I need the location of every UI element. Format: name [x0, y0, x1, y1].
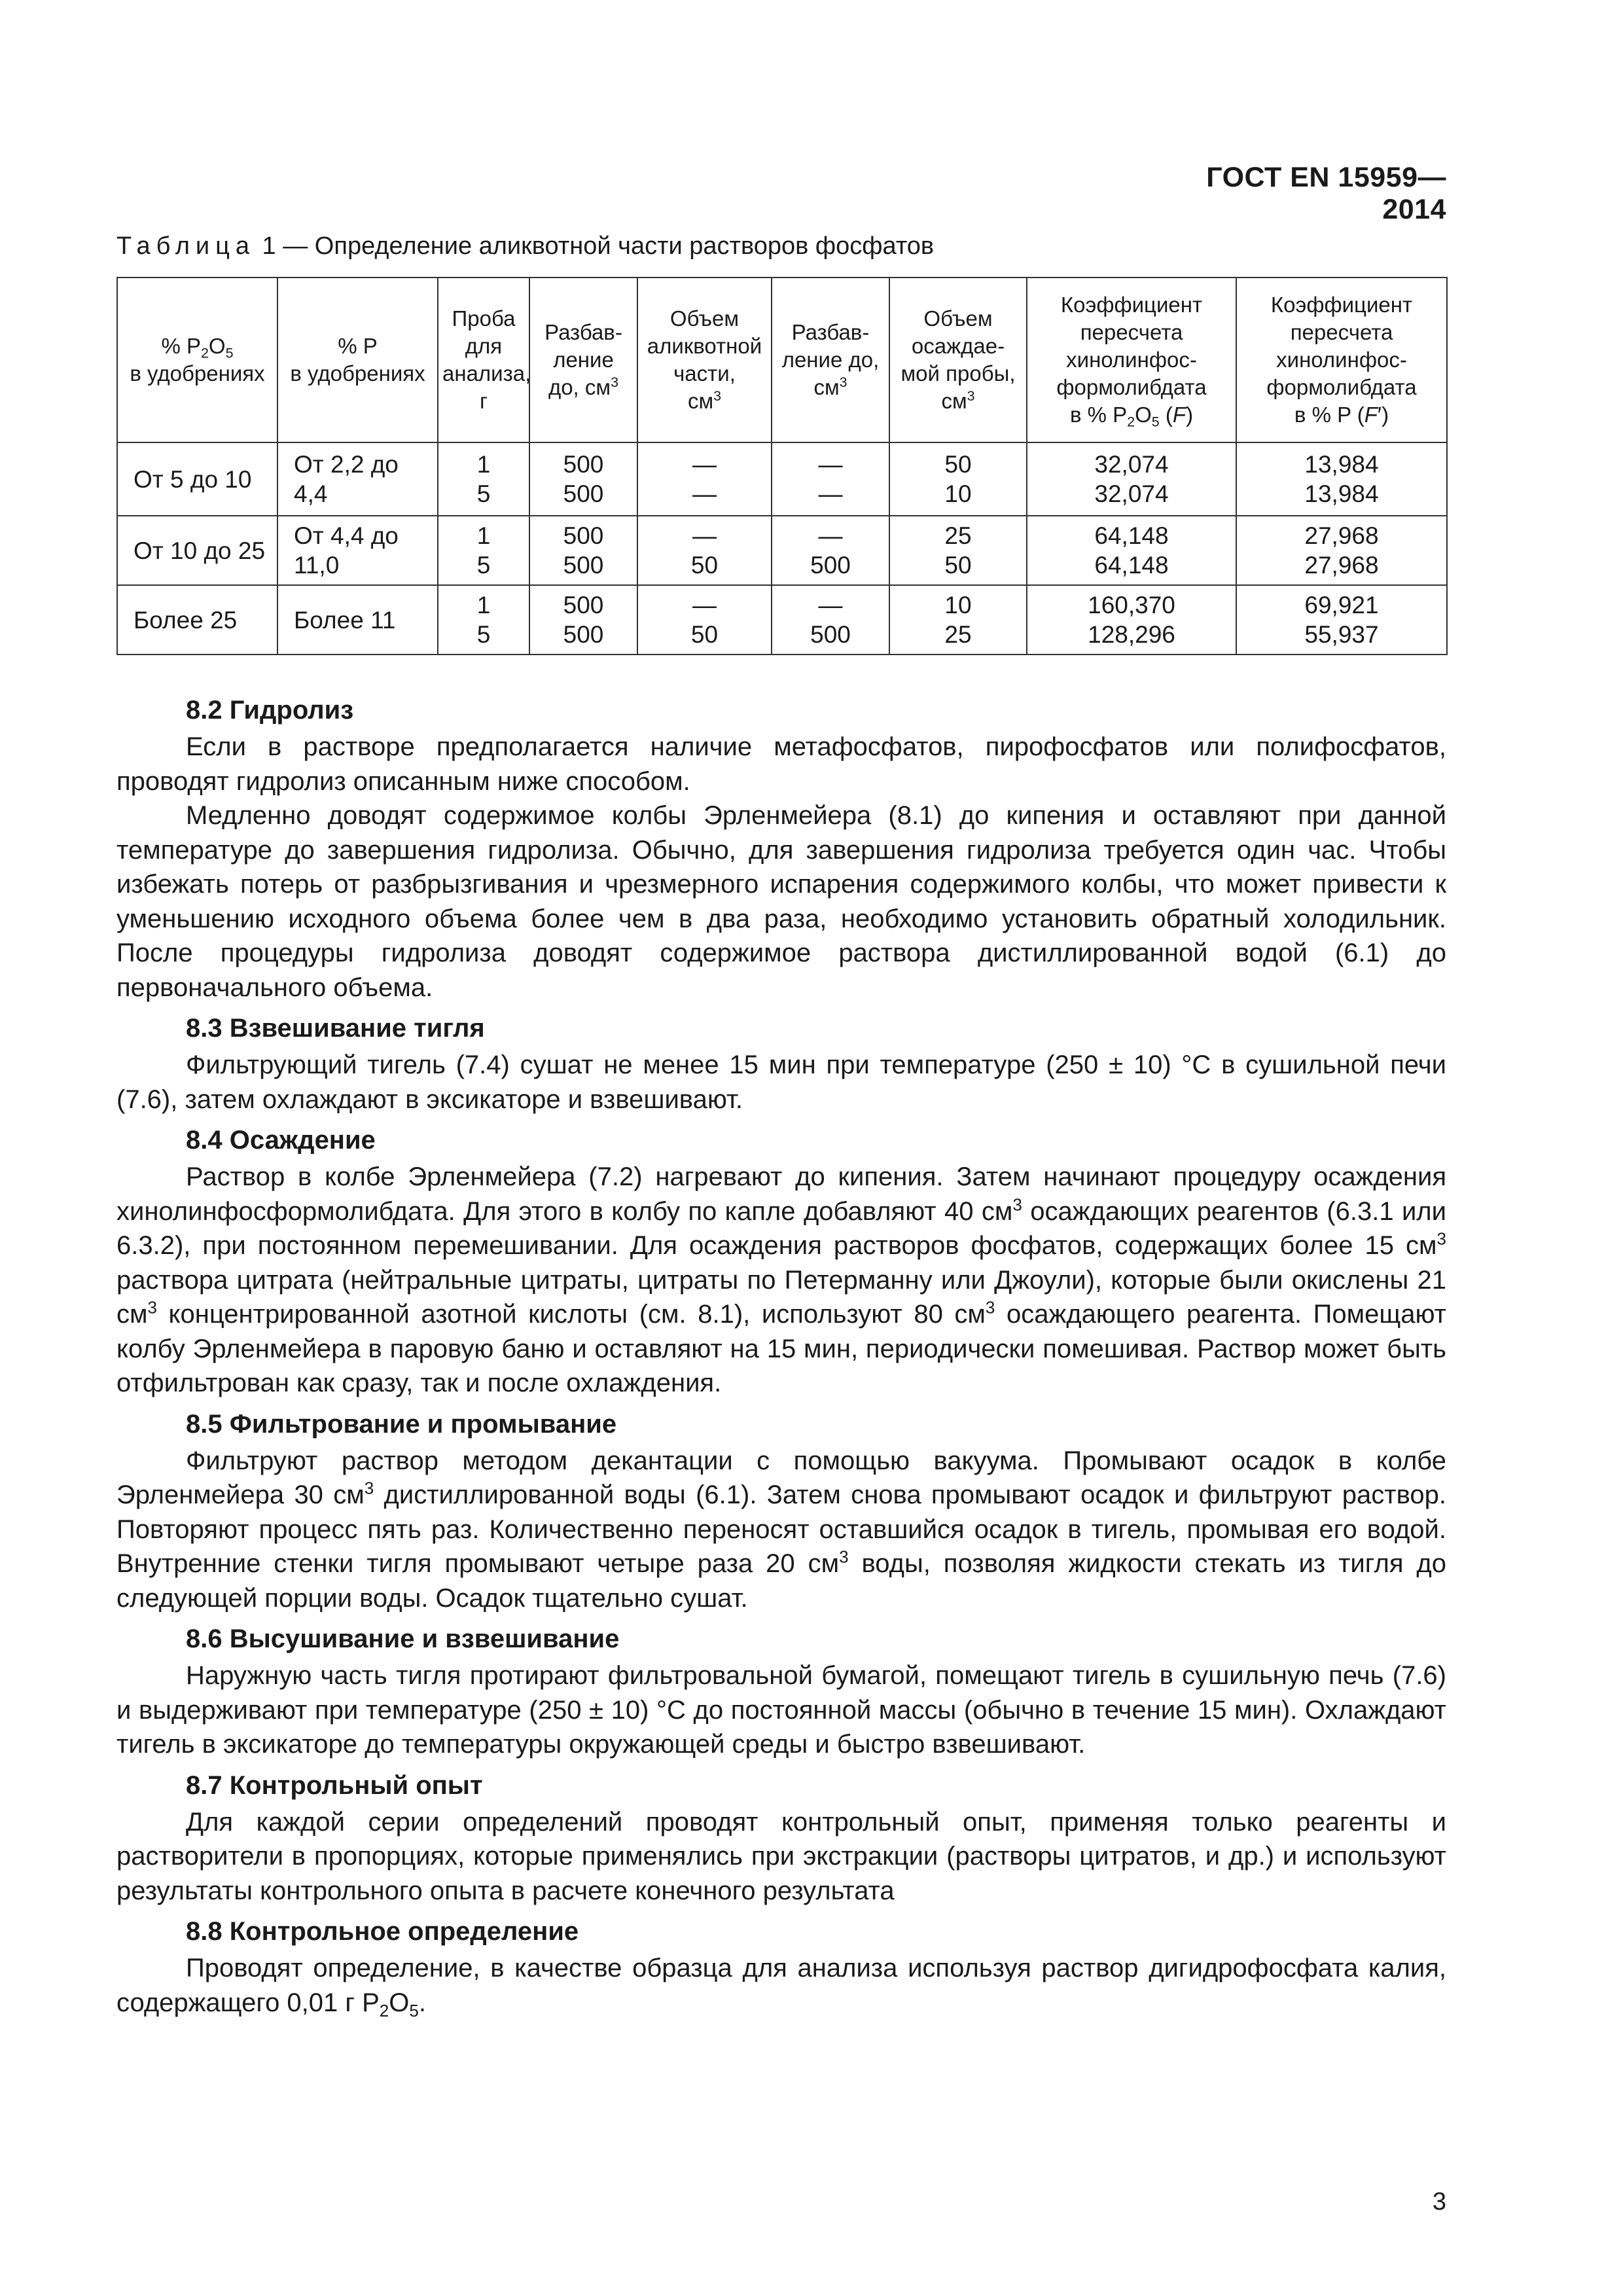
section-paragraph: Наружную часть тигля протирают фильтровальной бумагой, помещают тигель в сушильную печь (7.6) и выдерживают при температуре (250 ± 10) °С до постоянной массы (обычно в течение 15 мин). Охлаждают тигель в эксикаторе до температуры окружающей среды и быстро взвешивают. [116, 1661, 1446, 1759]
table-cell-p2o5: От 5 до 10 [117, 442, 277, 516]
table-cell-factor-f: 32,074 32,074 [1027, 442, 1236, 516]
table-header-col-aliquot: Объем аликвотной части, $см^3$ [637, 278, 772, 442]
aliquot-table [116, 277, 1448, 655]
section-paragraph: Для каждой серии определений проводят контрольный опыт, применяя только реагенты и растворители в пропорциях, которые применялись при экстракции (растворы цитратов, и др.) и используют результаты контрольного опыта в расчете конечного результата [116, 1807, 1446, 1905]
table-cell-factor-f2: 69,921 55,937 [1236, 585, 1447, 655]
table-cell-sample: 1 5 [438, 516, 529, 585]
table-header-col-dilution: Разбав- ление до, $см^3$ [529, 278, 637, 442]
table-cell-p: От 4,4 до 11,0 [277, 516, 438, 585]
table-row [117, 585, 1447, 655]
section [116, 1912, 1446, 2020]
table-cell-sample: 1 5 [438, 585, 529, 655]
section-paragraph: Если в растворе предполагается наличие метафосфатов, пирофосфатов или полифосфатов, проводят гидролиз описанным ниже способом. [116, 732, 1446, 796]
section-heading: 8.3 Взвешивание тигля [186, 1014, 485, 1043]
table-header-col-p: % P в удобрениях [277, 278, 438, 442]
section [116, 691, 1446, 1005]
section-paragraph: Проводят определение, в качестве образца для анализа используя раствор дигидрофосфата калия, содержащего 0,01 г $P_2O_5$. [116, 1954, 1446, 2020]
table-header-col-factor-f2: Коэффициент пересчета хинолинфос- формолибдата в % P (F′) [1236, 278, 1447, 442]
table-body [117, 442, 1447, 655]
table-cell-dilution: 500 500 [529, 585, 637, 655]
table-cell-aliquot: — 50 [637, 516, 772, 585]
table-cell-dilution2: — 500 [772, 585, 889, 655]
table-header-row [117, 278, 1447, 442]
table-cell-precip-volume: 10 25 [889, 585, 1027, 655]
section [116, 1121, 1446, 1401]
table-cell-sample: 1 5 [438, 442, 529, 516]
table-cell-dilution2: — — [772, 442, 889, 516]
section [116, 1766, 1446, 1909]
section [116, 1619, 1446, 1762]
section [116, 1405, 1446, 1616]
table-cell-p: От 2,2 до 4,4 [277, 442, 438, 516]
table-cell-factor-f2: 27,968 27,968 [1236, 516, 1447, 585]
table-row [117, 442, 1447, 516]
table-header-col-dilution2: Разбав- ление до, $см^3$ [772, 278, 889, 442]
section-heading: 8.2 Гидролиз [186, 696, 354, 725]
section-heading: 8.7 Контрольный опыт [186, 1770, 483, 1800]
section-heading: 8.4 Осаждение [186, 1126, 376, 1155]
table-cell-aliquot: — 50 [637, 585, 772, 655]
table-cell-dilution: 500 500 [529, 442, 637, 516]
table-cell-p2o5: Более 25 [117, 585, 277, 655]
table-cell-precip-volume: 25 50 [889, 516, 1027, 585]
section-heading: 8.5 Фильтрование и промывание [186, 1409, 617, 1439]
section-heading: 8.6 Высушивание и взвешивание [186, 1624, 620, 1653]
table-header-col-factor-f: Коэффициент пересчета хинолинфос- формолибдата в % $P_2O_5$ (F) [1027, 278, 1236, 442]
table-caption-title: 1 — Определение аликвотной части растворов фосфатов [255, 232, 935, 260]
table-row [117, 516, 1447, 585]
section-heading: 8.8 Контрольное определение [186, 1917, 579, 1946]
table-cell-factor-f2: 13,984 13,984 [1236, 442, 1447, 516]
table-cell-factor-f: 160,370 128,296 [1027, 585, 1236, 655]
table-caption-label: Таблица [116, 232, 255, 260]
table-cell-dilution: 500 500 [529, 516, 637, 585]
section-paragraph: Медленно доводят содержимое колбы Эрленмейера (8.1) до кипения и оставляют при данной температуре до завершения гидролиза. Обычно, для завершения гидролиза требуется один час. Чтобы избежать потерь от разбрызгивания и чрезмерного испарения содержимого колбы, что может привести к уменьшению исходного объема более чем в два раза, необходимо установить обратный холодильник. После процедуры гидролиза доводят содержимое раствора дистиллированной водой (6.1) до первоначального объема. [116, 801, 1446, 1002]
body-text [116, 691, 1446, 2024]
table-caption [116, 232, 934, 260]
section-paragraph: Фильтруют раствор методом декантации с помощью вакуума. Промывают осадок в колбе Эрленмейера 30 $см^3$ дистиллированной воды (6.1). Затем снова промывают осадок и фильтруют раствор. Повторяют процесс пять раз. Количественно переносят оставшийся осадок в тигель, промывая его водой. Внутренние стенки тигля промывают четыре раза 20 $см^3$ воды, позволяя жидкости стекать из тигля до следующей порции воды. Осадок тщательно сушат. [116, 1446, 1447, 1613]
table-cell-factor-f: 64,148 64,148 [1027, 516, 1236, 585]
table-header-col-precip-volume: Объем осаждае- мой пробы, $см^3$ [889, 278, 1027, 442]
table-cell-aliquot: — — [637, 442, 772, 516]
table-cell-p: Более 11 [277, 585, 438, 655]
table-header-col-sample: Проба для анализа, г [438, 278, 529, 442]
table-cell-dilution2: — 500 [772, 516, 889, 585]
table-cell-p2o5: От 10 до 25 [117, 516, 277, 585]
table-header-col-p2o5: % $P_2O_5$ в удобрениях [117, 278, 277, 442]
document-header: ГОСТ EN 15959—2014 [1206, 162, 1446, 225]
table-cell-precip-volume: 50 10 [889, 442, 1027, 516]
section [116, 1009, 1446, 1117]
section-paragraph: Фильтрующий тигель (7.4) сушат не менее 15 мин при температуре (250 ± 10) °С в сушильной печи (7.6), затем охлаждают в эксикаторе и взвешивают. [116, 1050, 1446, 1114]
section-paragraph: Раствор в колбе Эрленмейера (7.2) нагревают до кипения. Затем начинают процедуру осаждения хинолинфосформолибдата. Для этого в колбу по капле добавляют 40 $см^3$ осаждающих реагентов (6.3.1 или 6.3.2), при постоянном перемешивании. Для осаждения растворов фосфатов, содержащих более 15 $см^3$ раствора цитрата (нейтральные цитраты, цитраты по Петерманну или Джоули), которые были окислены 21 $см^3$ концентрированной азотной кислоты (см. 8.1), используют 80 $см^3$ осаждающего реагента. Помещают колбу Эрленмейера в паровую баню и оставляют на 15 мин, периодически помешивая. Раствор может быть отфильтрован как сразу, так и после охлаждения. [116, 1162, 1446, 1397]
page-number: 3 [1432, 2188, 1446, 2215]
